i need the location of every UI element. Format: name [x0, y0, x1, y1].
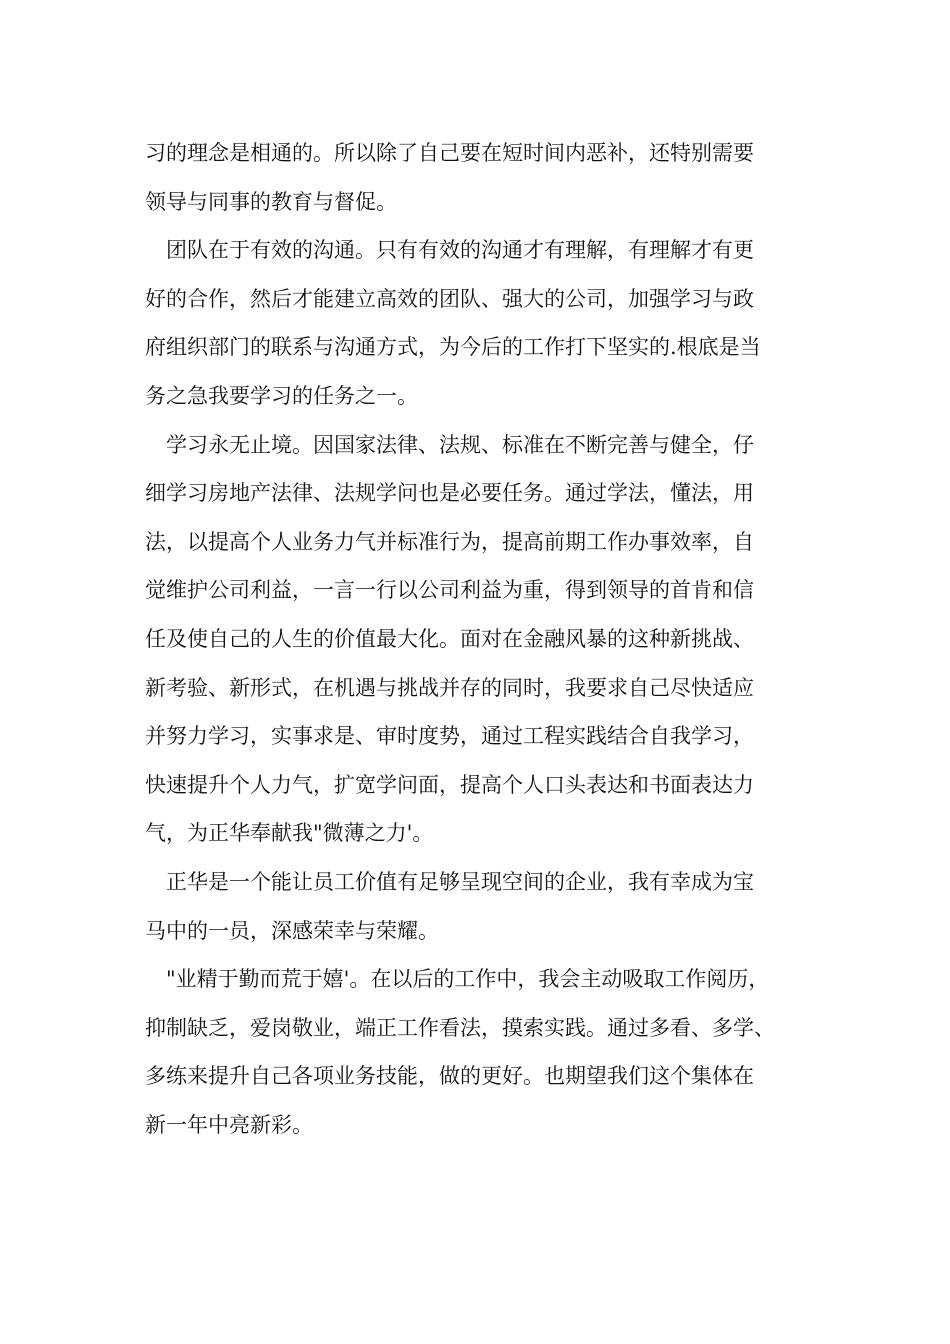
paragraph-first-line: 团队在于有效的沟通。只有有效的沟通才有理解，有理解才有更: [166, 238, 754, 263]
text-line: 任及使自己的人生的价值最大化。面对在金融风暴的这种新挑战、: [145, 626, 754, 651]
text-line: 习的理念是相通的。所以除了自己要在短时间内恶补，还特别需要: [145, 141, 754, 165]
text-line: 马中的一员，深感荣幸与荣耀。: [145, 918, 439, 943]
text-line: 并努力学习，实事求是、审时度势，通过工程实践结合自我学习，: [145, 724, 754, 749]
text-line: 多练来提升自己各项业务技能，做的更好。也期望我们这个集体在: [145, 1064, 754, 1089]
paragraph-first-line: "业精于勤而荒于嬉'。在以后的工作中，我会主动吸取工作阅历，: [166, 967, 770, 992]
paragraph-first-line: 正华是一个能让员工价值有足够呈现空间的企业，我有幸成为宝: [166, 869, 754, 894]
text-line: 觉维护公司利益，一言一行以公司利益为重，得到领导的首肯和信: [145, 578, 754, 603]
text-line: 好的合作，然后才能建立高效的团队、强大的公司，加强学习与政: [145, 286, 754, 311]
text-line: 新一年中亮新彩。: [145, 1112, 313, 1137]
text-line: 细学习房地产法律、法规学问也是必要任务。通过学法，懂法，用: [145, 481, 754, 506]
document-body: [145, 129, 815, 1149]
paragraph-first-line: 学习永无止境。因国家法律、法规、标准在不断完善与健全，仔: [166, 432, 754, 457]
text-line: 气，为正华奉献我"微薄之力'。: [145, 821, 434, 846]
text-line: 抑制缺乏，爱岗敬业，端正工作看法，摸索实践。通过多看、多学、: [145, 1015, 775, 1040]
text-line: 领导与同事的教育与督促。: [145, 189, 397, 214]
text-line: 快速提升个人力气，扩宽学问面，提高个人口头表达和书面表达力: [145, 772, 754, 797]
text-line: 务之急我要学习的任务之一。: [145, 383, 418, 408]
text-line: 新考验、新形式，在机遇与挑战并存的同时，我要求自己尽快适应: [145, 675, 754, 700]
text-line: 府组织部门的联系与沟通方式，为今后的工作打下坚实的.根底是当: [145, 335, 761, 360]
text-line: 法，以提高个人业务力气并标准行为，提高前期工作办事效率，自: [145, 529, 754, 554]
